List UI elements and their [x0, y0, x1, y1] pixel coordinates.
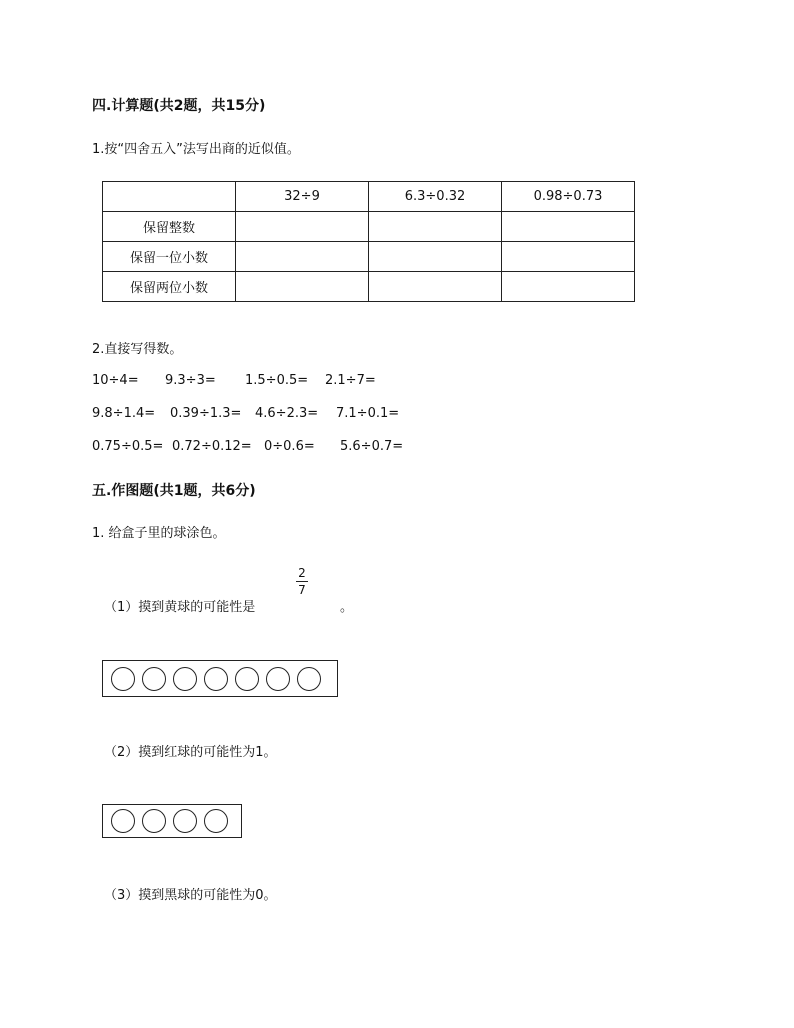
row-label: 保留整数 — [103, 212, 236, 242]
answer-cell[interactable] — [236, 212, 369, 242]
table-header-cell: 0.98÷0.73 — [502, 182, 635, 212]
calc-item: 9.8÷1.4= — [92, 406, 156, 421]
answer-cell[interactable] — [502, 242, 635, 272]
part2-text: （2）摸到红球的可能性为1。 — [104, 745, 277, 760]
row-label: 保留两位小数 — [103, 272, 236, 302]
approximation-table — [102, 181, 635, 302]
fraction — [296, 566, 308, 597]
ball[interactable] — [111, 667, 135, 691]
q1-prompt: 1.按“四舍五入”法写出商的近似值。 — [92, 142, 300, 157]
section4-title: 四.计算题(共2题，共15分) — [92, 98, 266, 114]
section5-title: 五.作图题(共1题，共6分) — [92, 483, 256, 499]
ball-box-2 — [102, 804, 242, 838]
ball[interactable] — [204, 667, 228, 691]
ball[interactable] — [142, 809, 166, 833]
calc-item: 0.72÷0.12= — [172, 439, 252, 454]
ball[interactable] — [173, 809, 197, 833]
part1-end: 。 — [340, 600, 354, 615]
calc-item: 7.1÷0.1= — [336, 406, 400, 421]
part1-text: （1）摸到黄球的可能性是 — [104, 600, 256, 615]
calc-item: 1.5÷0.5= — [245, 373, 309, 388]
table-header-cell: 6.3÷0.32 — [369, 182, 502, 212]
calc-item: 0.75÷0.5= — [92, 439, 164, 454]
fraction-bar — [296, 581, 308, 582]
calc-item: 0÷0.6= — [264, 439, 315, 454]
answer-cell[interactable] — [502, 212, 635, 242]
q2-prompt: 2.直接写得数。 — [92, 342, 183, 357]
answer-cell[interactable] — [502, 272, 635, 302]
calc-item: 2.1÷7= — [325, 373, 376, 388]
calc-item: 0.39÷1.3= — [170, 406, 242, 421]
ball[interactable] — [173, 667, 197, 691]
answer-cell[interactable] — [369, 242, 502, 272]
fraction-numerator: 2 — [298, 566, 306, 580]
calc-item: 4.6÷2.3= — [255, 406, 319, 421]
ball[interactable] — [297, 667, 321, 691]
table-row — [103, 242, 635, 272]
calc-item: 9.3÷3= — [165, 373, 216, 388]
fraction-denominator: 7 — [298, 583, 306, 597]
answer-cell[interactable] — [236, 272, 369, 302]
calc-item: 5.6÷0.7= — [340, 439, 404, 454]
ball[interactable] — [266, 667, 290, 691]
table-header-row — [103, 182, 635, 212]
answer-cell[interactable] — [236, 242, 369, 272]
ball-box-1 — [102, 660, 338, 697]
answer-cell[interactable] — [369, 272, 502, 302]
row-label: 保留一位小数 — [103, 242, 236, 272]
ball[interactable] — [111, 809, 135, 833]
answer-cell[interactable] — [369, 212, 502, 242]
ball[interactable] — [235, 667, 259, 691]
ball[interactable] — [204, 809, 228, 833]
table-row — [103, 212, 635, 242]
part3-text: （3）摸到黑球的可能性为0。 — [104, 888, 277, 903]
table-header-cell — [103, 182, 236, 212]
ball[interactable] — [142, 667, 166, 691]
table-row — [103, 272, 635, 302]
s5-q1-prompt: 1. 给盒子里的球涂色。 — [92, 526, 226, 541]
calc-item: 10÷4= — [92, 373, 139, 388]
table-header-cell: 32÷9 — [236, 182, 369, 212]
